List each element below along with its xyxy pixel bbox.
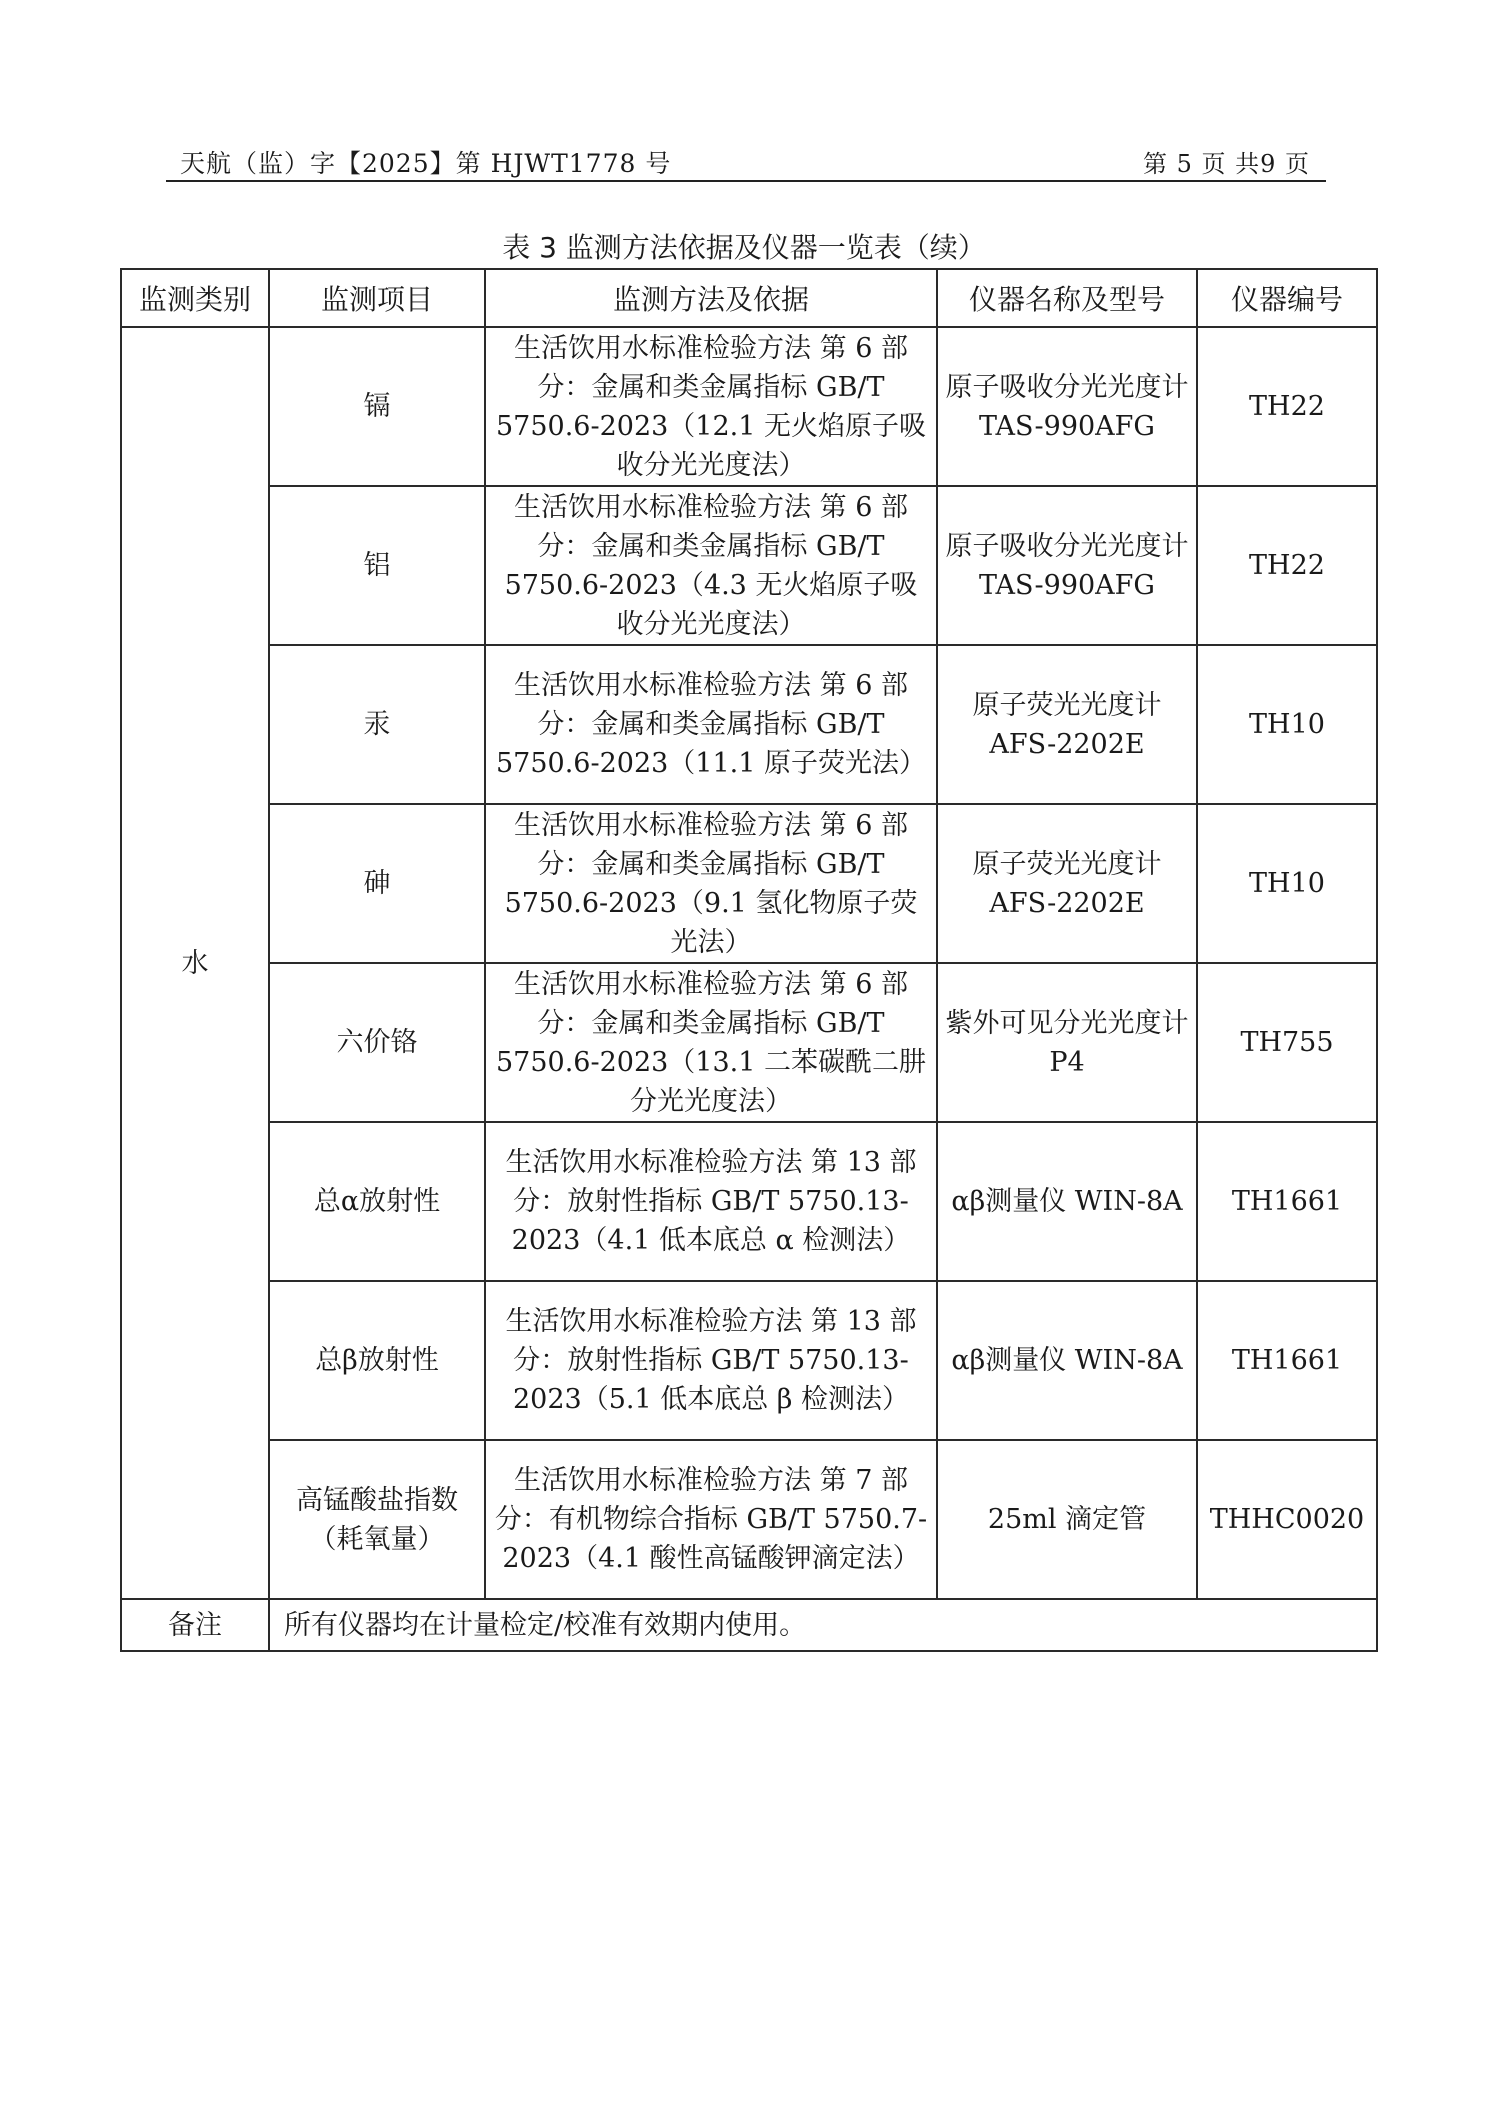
table-row — [121, 1122, 1377, 1281]
column-header-category: 监测类别 — [121, 269, 269, 327]
instrument-id-cell: TH755 — [1197, 963, 1377, 1122]
header-divider — [166, 180, 1326, 182]
item-cell: 镉 — [269, 327, 485, 486]
column-header-instrument-id: 仪器编号 — [1197, 269, 1377, 327]
method-cell: 生活饮用水标准检验方法 第 6 部分：金属和类金属指标 GB/T 5750.6-2023（13.1 二苯碳酰二肼分光光度法） — [485, 963, 937, 1122]
instrument-cell: 25ml 滴定管 — [937, 1440, 1197, 1599]
item-cell: 汞 — [269, 645, 485, 804]
method-cell: 生活饮用水标准检验方法 第 6 部分：金属和类金属指标 GB/T 5750.6-2023（12.1 无火焰原子吸收分光光度法） — [485, 327, 937, 486]
method-cell: 生活饮用水标准检验方法 第 7 部分：有机物综合指标 GB/T 5750.7-2023（4.1 酸性高锰酸钾滴定法） — [485, 1440, 937, 1599]
seal-stamp-fragment — [1460, 960, 1488, 1260]
table-row — [121, 804, 1377, 963]
table-row — [121, 1440, 1377, 1599]
item-cell: 砷 — [269, 804, 485, 963]
method-cell: 生活饮用水标准检验方法 第 13 部分：放射性指标 GB/T 5750.13-2023（4.1 低本底总 α 检测法） — [485, 1122, 937, 1281]
remark-label: 备注 — [121, 1599, 269, 1651]
table-caption: 表 3 监测方法依据及仪器一览表（续） — [502, 231, 986, 264]
table-row — [121, 645, 1377, 804]
table-row — [121, 963, 1377, 1122]
method-cell: 生活饮用水标准检验方法 第 13 部分：放射性指标 GB/T 5750.13-2023（5.1 低本底总 β 检测法） — [485, 1281, 937, 1440]
table-row — [121, 1281, 1377, 1440]
instrument-cell: αβ测量仪 WIN-8A — [937, 1281, 1197, 1440]
item-cell: 六价铬 — [269, 963, 485, 1122]
instrument-id-cell: THHC0020 — [1197, 1440, 1377, 1599]
item-cell: 总α放射性 — [269, 1122, 485, 1281]
instrument-id-cell: TH1661 — [1197, 1281, 1377, 1440]
report-number: 天航（监）字【2025】第 HJWT1778 号 — [180, 149, 672, 178]
instrument-cell: 原子吸收分光光度计 TAS-990AFG — [937, 327, 1197, 486]
instrument-cell: αβ测量仪 WIN-8A — [937, 1122, 1197, 1281]
remark-text: 所有仪器均在计量检定/校准有效期内使用。 — [269, 1599, 1377, 1651]
column-header-method: 监测方法及依据 — [485, 269, 937, 327]
item-cell: 铝 — [269, 486, 485, 645]
category-cell: 水 — [121, 327, 269, 1599]
instrument-cell: 原子荧光光度计 AFS-2202E — [937, 645, 1197, 804]
instrument-id-cell: TH22 — [1197, 486, 1377, 645]
instrument-id-cell: TH1661 — [1197, 1122, 1377, 1281]
method-cell: 生活饮用水标准检验方法 第 6 部分：金属和类金属指标 GB/T 5750.6-2023（4.3 无火焰原子吸收分光光度法） — [485, 486, 937, 645]
table-row — [121, 486, 1377, 645]
instrument-id-cell: TH22 — [1197, 327, 1377, 486]
method-instrument-table — [120, 268, 1378, 1652]
method-cell: 生活饮用水标准检验方法 第 6 部分：金属和类金属指标 GB/T 5750.6-2023（9.1 氢化物原子荧光法） — [485, 804, 937, 963]
table-header-row — [121, 269, 1377, 327]
instrument-cell: 原子吸收分光光度计 TAS-990AFG — [937, 486, 1197, 645]
instrument-cell: 紫外可见分光光度计 P4 — [937, 963, 1197, 1122]
column-header-instrument: 仪器名称及型号 — [937, 269, 1197, 327]
page-number: 第 5 页 共9 页 — [1142, 150, 1310, 178]
item-cell: 总β放射性 — [269, 1281, 485, 1440]
remark-row — [121, 1599, 1377, 1651]
item-cell: 高锰酸盐指数（耗氧量） — [269, 1440, 485, 1599]
column-header-item: 监测项目 — [269, 269, 485, 327]
instrument-id-cell: TH10 — [1197, 804, 1377, 963]
instrument-cell: 原子荧光光度计 AFS-2202E — [937, 804, 1197, 963]
method-cell: 生活饮用水标准检验方法 第 6 部分：金属和类金属指标 GB/T 5750.6-2023（11.1 原子荧光法） — [485, 645, 937, 804]
table-row — [121, 327, 1377, 486]
instrument-id-cell: TH10 — [1197, 645, 1377, 804]
